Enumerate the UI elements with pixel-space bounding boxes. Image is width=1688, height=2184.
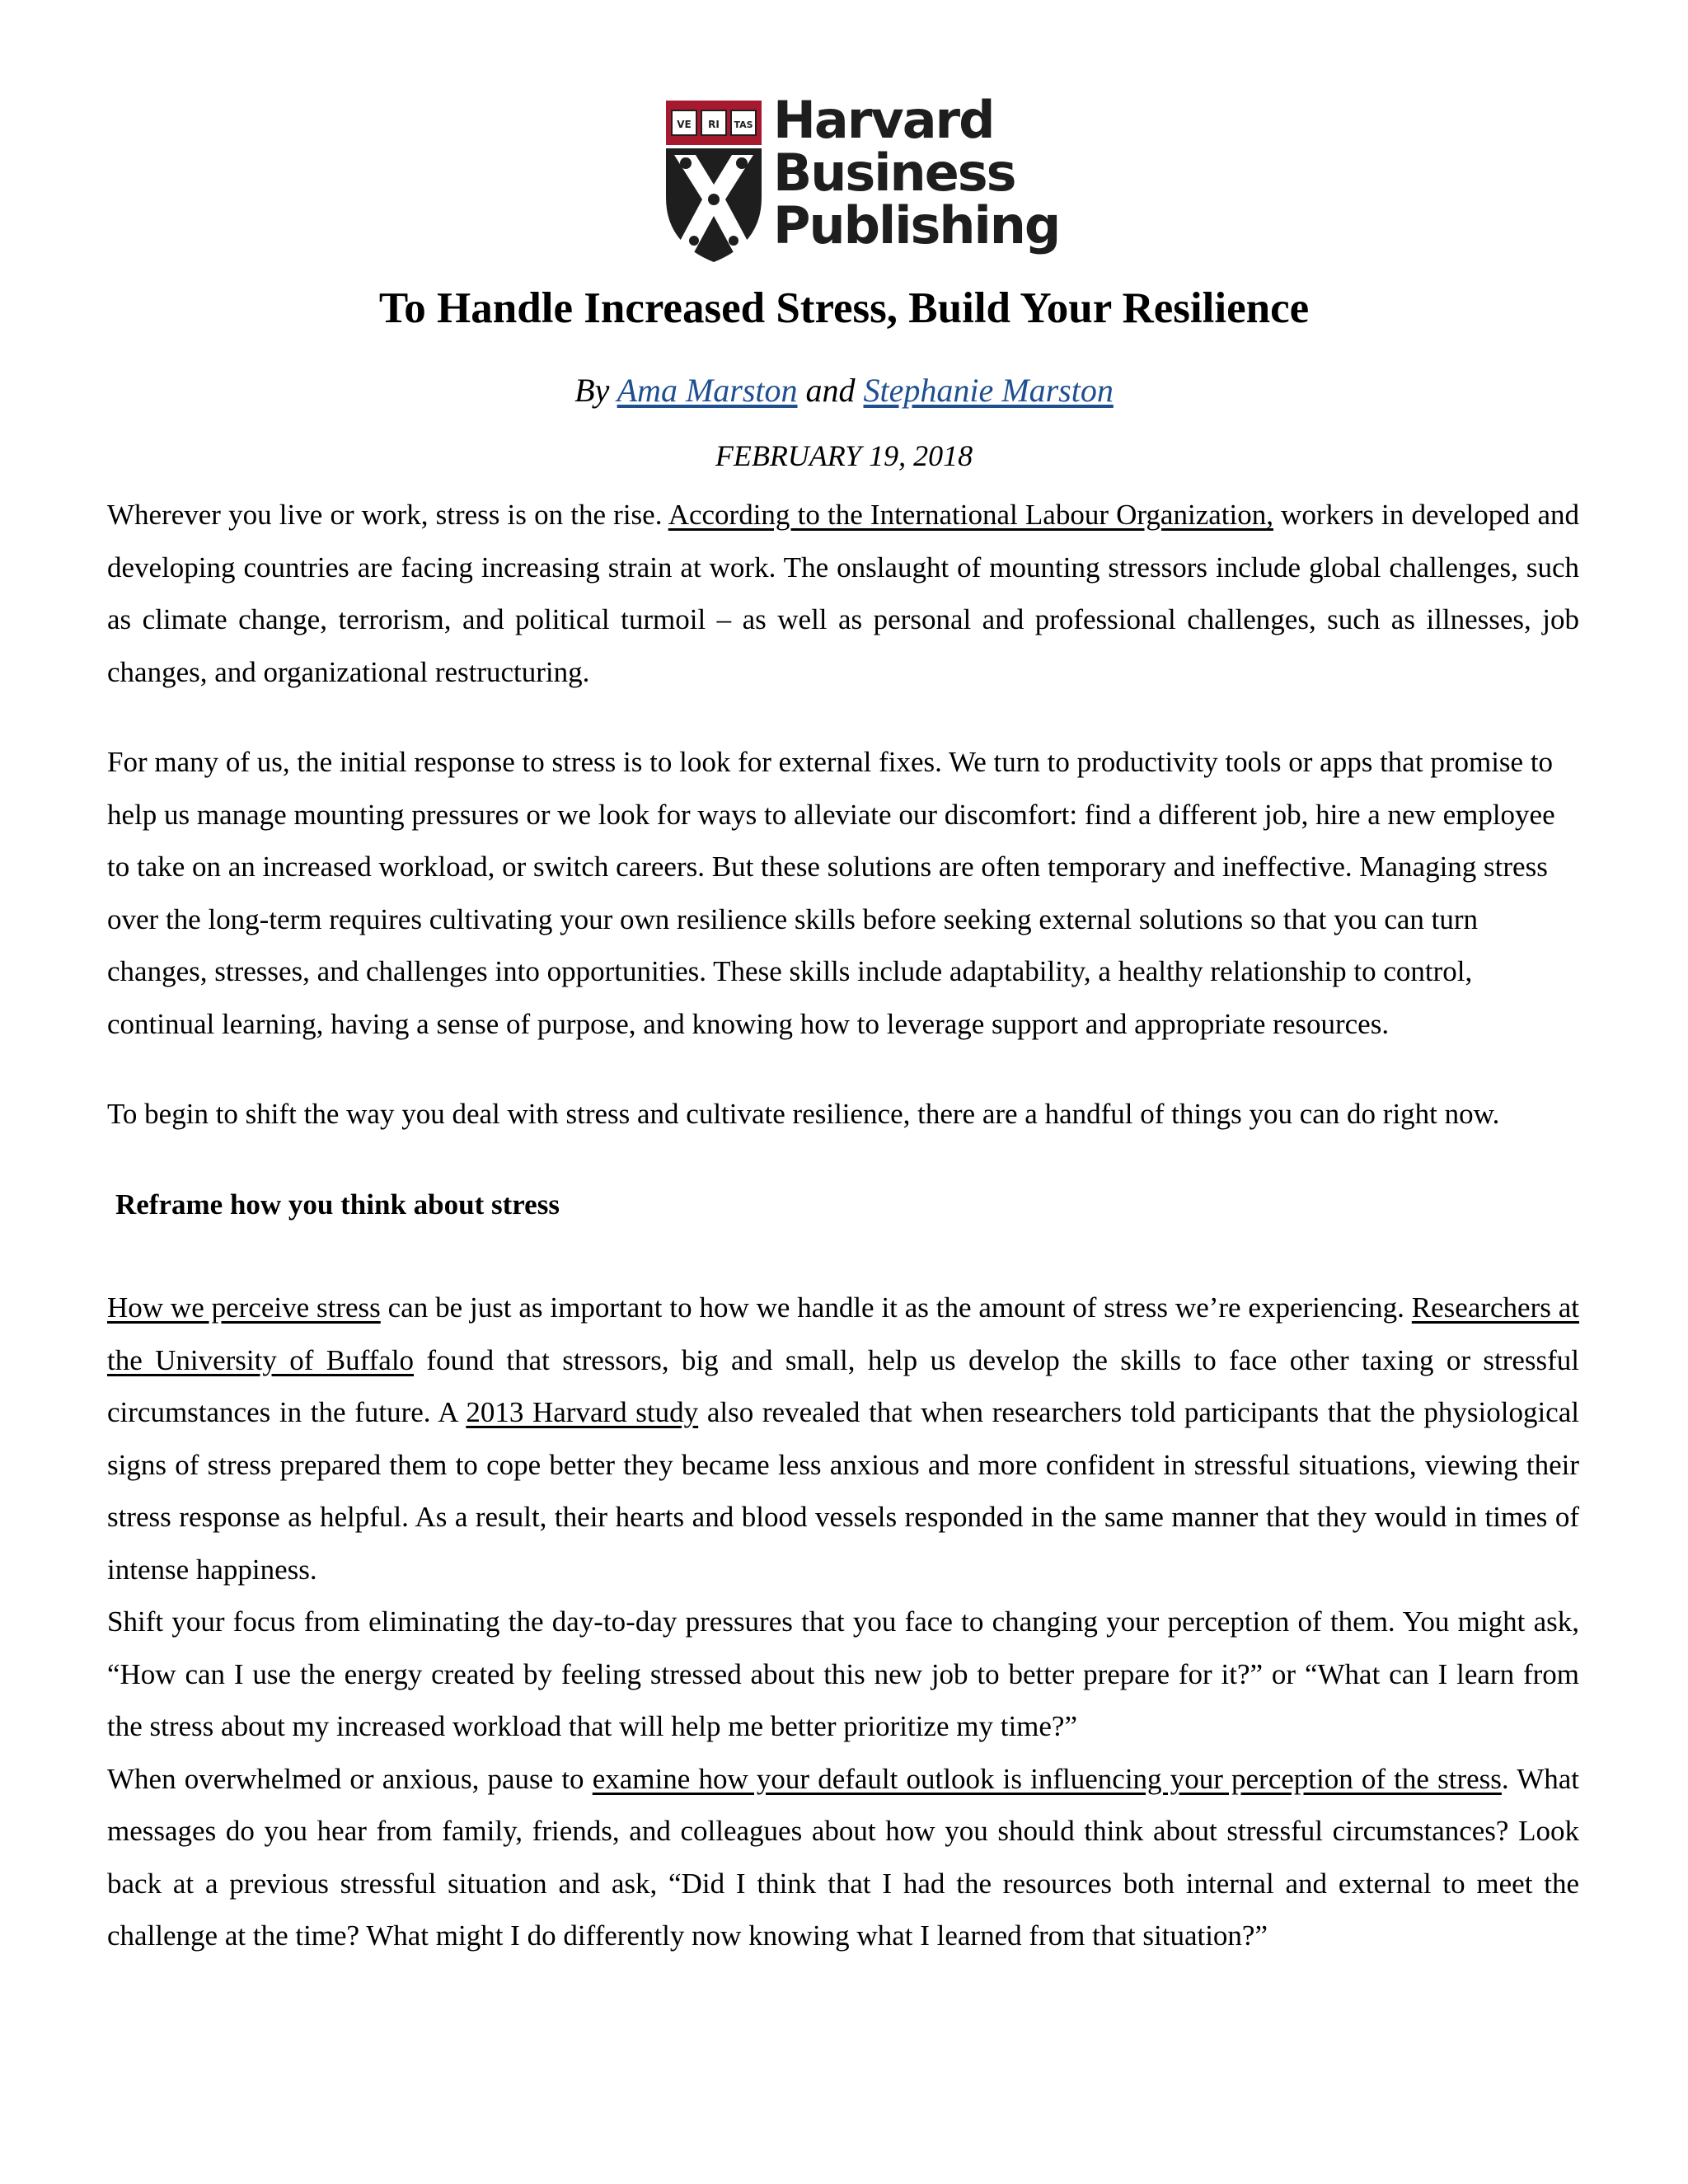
- paragraph-3: To begin to shift the way you deal with stress and cultivate resilience, there are a handful of things you can do right now.: [107, 1098, 1500, 1130]
- logo-line-2: Business: [773, 143, 1015, 203]
- paragraph-2: For many of us, the initial response to stress is to look for external fixes. We turn to productivity tools or apps that promise to help us manage mounting pressures or we look for ways to alleviate our discomfort: find a different job, hire a new employee to take on an increased workload, or switch careers. But these solutions are often temporary and ineffective. Managing stress over the long-term requires cultivating your own resilience skills before seeking external solutions so that you can turn changes, stresses, and challenges into opportunities. These skills include adaptability, a healthy relationship to control, continual learning, having a sense of purpose, and knowing how to leverage support and appropriate resources.: [107, 746, 1555, 1040]
- ilo-link[interactable]: According to the International Labour Organization,: [668, 499, 1273, 531]
- paragraph-5: Shift your focus from eliminating the day-to-day pressures that you face to changing your perception of them. You might ask, “How can I use the energy created by feeling stressed about this new job to better prepare for it?” or “What can I learn from the stress about my increased workload that will help me better prioritize my time?”: [107, 1605, 1579, 1742]
- logo-line-3: Publishing: [773, 195, 1060, 255]
- byline-by: By: [574, 372, 610, 409]
- paragraph-4: [107, 1282, 1579, 1596]
- paragraph-1-text-a: Wherever you live or work, stress is on the rise.: [107, 499, 668, 531]
- article-title: To Handle Increased Stress, Build Your Resilience: [378, 284, 1310, 332]
- shield-word-1: VE: [677, 119, 692, 130]
- buffalo-researchers-link[interactable]: Researchers at the University of Buffalo: [107, 1291, 1579, 1376]
- logo-wordmark: [773, 90, 1060, 255]
- paragraph-4-text-a: can be just as important to how we handle it as the amount of stress we’re experiencing.: [380, 1291, 1412, 1324]
- harvard-study-link[interactable]: 2013 Harvard study: [466, 1396, 699, 1428]
- paragraph-6: [107, 1753, 1579, 1962]
- paragraph-6-text-b: . What messages do you hear from family, friends, and colleagues about how you should think about stressful circumstances? Look back at a previous stressful situation and ask, “Did I think that I had the resources both internal and external to meet the challenge at the time? What might I do differently now knowing what I learned from that situation?”: [107, 1762, 1579, 1952]
- author-link-stephanie-marston[interactable]: Stephanie Marston: [863, 372, 1114, 409]
- shield-word-2: RI: [708, 119, 720, 130]
- shield-word-3: TAS: [734, 120, 753, 130]
- paragraph-4-text-b: found that stressors, big and small, help us develop the skills to face other taxing or stressful circumstances in the future. A: [107, 1343, 1579, 1428]
- article-body: [107, 489, 1579, 1962]
- hbp-logo: [664, 90, 1060, 272]
- default-outlook-link[interactable]: examine how your default outlook is influencing your perception of the stress: [592, 1762, 1502, 1795]
- paragraph-1-text-b: workers in developed and developing countries are facing increasing strain at work. The onslaught of mounting stressors include global challenges, such as climate change, terrorism, and political turmoil – as well as personal and professional challenges, such as illnesses, job changes, and organizational restructuring.: [107, 499, 1579, 688]
- byline-and: and: [805, 372, 856, 409]
- paragraph-1: [107, 489, 1579, 698]
- publish-date: FEBRUARY 19, 2018: [715, 439, 973, 472]
- perceive-stress-link[interactable]: How we perceive stress: [107, 1291, 381, 1324]
- harvard-shield-icon: [664, 99, 763, 264]
- paragraph-6-text-a: When overwhelmed or anxious, pause to: [107, 1762, 593, 1795]
- logo-line-1: Harvard: [773, 90, 994, 150]
- author-link-ama-marston[interactable]: Ama Marston: [617, 372, 798, 409]
- byline: [0, 368, 1688, 414]
- section-heading: Reframe how you think about stress: [115, 1188, 560, 1221]
- paragraph-4-text-c: also revealed that when researchers told participants that the physiological signs of stress prepared them to cope better they became less anxious and more confident in stressful situations, viewing their stress response as helpful. As a result, their hearts and blood vessels responded in the same manner that they would in times of intense happiness.: [107, 1396, 1579, 1586]
